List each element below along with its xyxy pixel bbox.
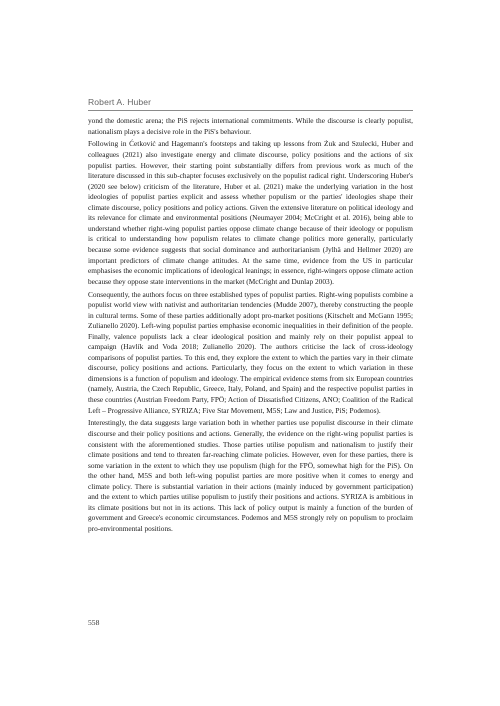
paragraph: Interestingly, the data suggests large variation both in whether parties use populist discourse in their climate discourse and their policy positions and actions. Generally, the evidence on the right-wing populist parties is consistent with the aforementioned studies. Those parties utilise populism and nationalism to justify their climate positions and tend to threaten far-reaching climate policies. However, even for these parties, there is some variation in the extent to which they use populism (high for the FPÖ, somewhat high for the PiS). On the other hand, M5S and both left-wing populist parties are more positive when it comes to energy and climate policy. There is substantial variation in their actions (mainly induced by government participation) and the extent to which parties utilise populism to justify their positions and actions. SYRIZA is ambitious in its climate positions but not in its actions. This lack of policy output is mainly a function of the burden of government and Greece's economic circumstances. Podemos and M5S strongly rely on populism to proclaim pro-environmental positions. bbox=[88, 418, 413, 533]
paragraph: Consequently, the authors focus on three established types of populist parties. Right-wing populists combine a populist world view with nativist and authoritarian tendencies (Mudde 2007), thereby constructing the people in cultural terms. Some of these parties additionally adopt pro-market positions (Kitschelt and McGann 1995; Zulianello 2020). Left-wing populist parties emphasise economic inequalities in their definition of the people. Finally, valence populists lack a clear ideological position and mainly rely on their populist appeal to campaign (Havlík and Voda 2018; Zulianello 2020). The authors criticise the lack of cross-ideology comparisons of populist parties. To this end, they explore the extent to which the parties vary in their climate discourse, policy positions and actions. Particularly, they focus on the extent to which variation in these dimensions is a function of populism and ideology. The empirical evidence stems from six European countries (namely, Austria, the Czech Republic, Greece, Italy, Poland, and Spain) and the respective populist parties in these countries (Austrian Freedom Party, FPÖ; Action of Dissatisfied Citizens, ANO; Coalition of the Radical Left – Progressive Alliance, SYRIZA; Five Star Movement, M5S; Law and Justice, PiS; Podemos). bbox=[88, 289, 413, 415]
header-divider bbox=[88, 110, 413, 111]
paragraph: Following in Ćetković and Hagemann's footsteps and taking up lessons from Żuk and Szulecki, Huber and colleagues (2021) also investigate energy and climate discourse, policy positions and the actions of six populist parties. However, their starting point substantially differs from previous work as much of the literature discussed in this sub-chapter focuses exclusively on the populist radical right. Underscoring Huber's (2020 see below) criticism of the literature, Huber et al. (2021) make the underlying variation in the host ideologies of populist parties explicit and assess whether populism or the parties' ideologies shape their climate discourse, policy positions and policy actions. Given the extensive literature on political ideology and its relevance for climate and environmental positions (Neumayer 2004; McCright et al. 2016), being able to understand whether right-wing populist parties oppose climate change because of their ideology or populism is critical to understanding how populism relates to climate change politics more generally, particularly because some evidence suggests that social dominance and authoritarianism (Jylhä and Hellmer 2020) are important predictors of climate change attitudes. At the same time, evidence from the US in particular emphasises the economic implications of ideological leanings; in essence, right-wingers oppose climate action because they oppose state interventions in the market (McCright and Dunlap 2003). bbox=[88, 139, 413, 286]
running-header-author: Robert A. Huber bbox=[88, 97, 152, 107]
main-text bbox=[88, 116, 413, 537]
paragraph: yond the domestic arena; the PiS rejects international commitments. While the discourse is clearly populist, nationalism plays a decisive role in the PiS's behaviour. bbox=[88, 116, 413, 136]
page-number: 558 bbox=[88, 618, 100, 627]
